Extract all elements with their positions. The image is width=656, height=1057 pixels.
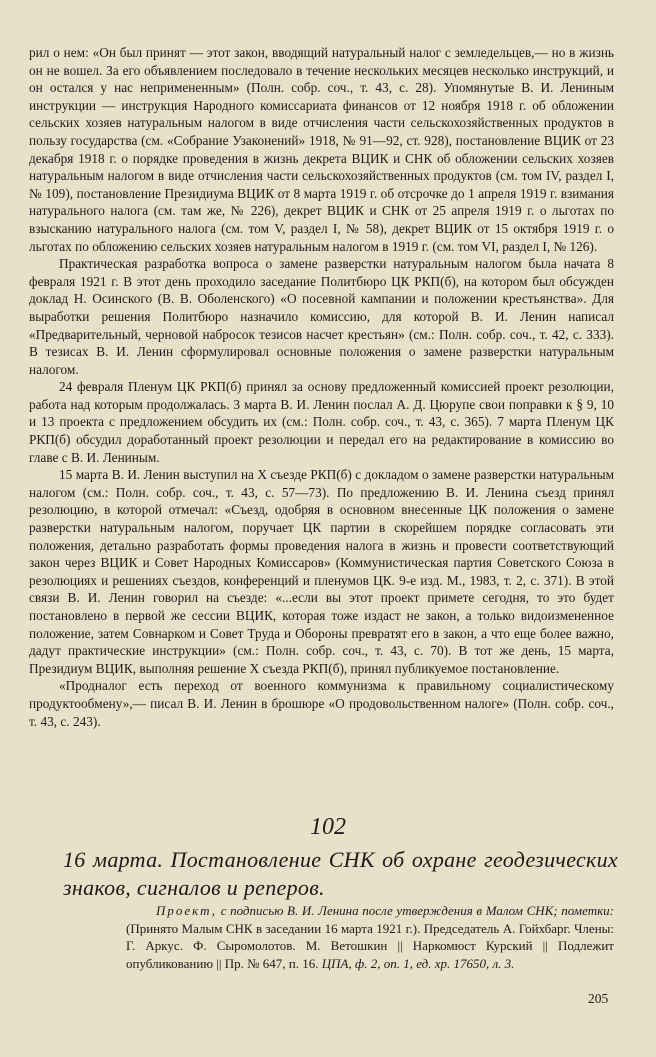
paragraph-4: 15 марта В. И. Ленин выступил на X съезде РКП(б) с докладом о замене разверстки натуральным налогом (см.: Полн. собр. соч., т. 43, с. 57—73). По предложению В. И. Ленина съезд принял резолюцию, в которой отмечал: «Съезд, одобряя в основном внесенные ЦК положения о замене разверстки натуральным налогом, поручает ЦК партии в скорейшем порядке согласовать эти положения, детально разработать формы проведения налога в жизнь и провести соответствующий закон через ВЦИК и Совет Народных Комиссаров» (Коммунистическая партия Советского Союза в резолюциях и решениях съездов, конференций и пленумов ЦК. 9-е изд. М., 1983, т. 2, с. 371). В этой связи В. И. Ленин говорил на съезде: «...если вы этот проект примете сегодня, то это будет постановлено в первой же сессии ВЦИК, которая тоже издаст не закон, а только видоизмененное положение, затем Совнарком и Совет Труда и Обороны превратят его в закон, а что еще более важно, дадут практические инструкции» (см.: Полн. собр. соч., т. 43, с. 70). В тот же день, 15 марта, Президиум ВЦИК, выполняя решение X съезда РКП(б), принял публикуемое постановление. [29,467,614,676]
note-signature: с подписью В. И. Ленина после утверждения в Малом СНК; пометки: [220,903,614,918]
page-number: 205 [588,991,609,1006]
paragraph-2: Практическая разработка вопроса о замене разверстки натуральным налогом была начата 8 февраля 1921 г. В этот день проходило заседание Политбюро ЦК РКП(б), на котором был обсужден доклад Н. Осинского (В. В. Оболенского) «О посевной кампании и положении крестьянства». Для выработки решения Политбюро назначило комиссию, для которой В. И. Ленин написал «Предварительный, черновой набросок тезисов насчет крестьян» (см.: Полн. собр. соч., т. 42, с. 333). В тезисах В. И. Ленин сформулировал основные положения о замене разверстки натуральным налогом. [29,256,614,377]
paragraph-1: рил о нем: «Он был принят — этот закон, вводящий натуральный налог с земледельцев,— но в жизнь он не вошел. За его объявлением последовало в течение нескольких месяцев несколько инструкций, и он остался у нас непримененным» (Полн. собр. соч., т. 43, с. 28). Упомянутые В. И. Лениным инструкции — инструкция Народного комиссариата финансов от 12 ноября 1918 г. об обложении сельских хозяев натуральным налогом в виде отчисления части сельскохозяйственных продуктов в пользу государства (см. «Собрание Узаконений» 1918, № 91—92, ст. 928), постановление ВЦИК от 23 декабря 1918 г. о порядке проведения в жизнь декрета ВЦИК и СНК об обложении сельских хозяев натуральным налогом в виде отчисления части сельскохозяйственных продуктов (см. том IV, раздел I, № 109), постановление Президиума ВЦИК от 8 марта 1919 г. об отсрочке до 1 апреля 1919 г. взимания натурального налога (см. там же, № 226), декрет ВЦИК и СНК от 25 апреля 1919 г. о льготах по взысканию натурального налога (см. том V, раздел I, № 58), декрет ВЦИК от 15 октября 1919 г. о льготах по обложению сельских хозяев натуральным налогом в 1919 г. (см. том VI, раздел I, № 126). [29,45,614,254]
document-number: 102 [310,814,346,840]
archival-source-note [126,902,614,972]
paragraph-5: «Продналог есть переход от военного коммунизма к правильному социалистическому продуктообмену»,— писал В. И. Ленин в брошюре «О продовольственном налоге» (Полн. собр. соч., т. 43, с. 243). [29,678,614,729]
commentary-text [29,44,614,730]
paragraph-3: 24 февраля Пленум ЦК РКП(б) принял за основу предложенный комиссией проект резолюции, работа над которым продолжалась. 3 марта В. И. Ленин послал А. Д. Цюрупе свои поправки к § 9, 10 и 13 проекта с предложением обсудить их (см.: Полн. собр. соч., т. 43, с. 365). 7 марта Пленум ЦК РКП(б) обсудил доработанный проект резолюции и передал его на редактирование в комиссию во главе с В. И. Лениным. [29,379,614,465]
note-type: Проект, [156,903,218,918]
note-archive-ref: ЦПА, ф. 2, оп. 1, ед. хр. 17650, л. 3. [321,955,515,971]
document-title: 16 марта. Постановление СНК об охране геодезических знаков, сигналов и реперов. [63,847,618,900]
note-details: (Принято Малым СНК в заседании 16 марта 1921 г.). Председатель А. Гойхбарг. Члены: Г. Аркус. Ф. Сыромолотов. М. Ветошкин || Наркомюст Курский || Подлежит опубликованию || Пр. № 647, п. 16. [126,920,614,971]
